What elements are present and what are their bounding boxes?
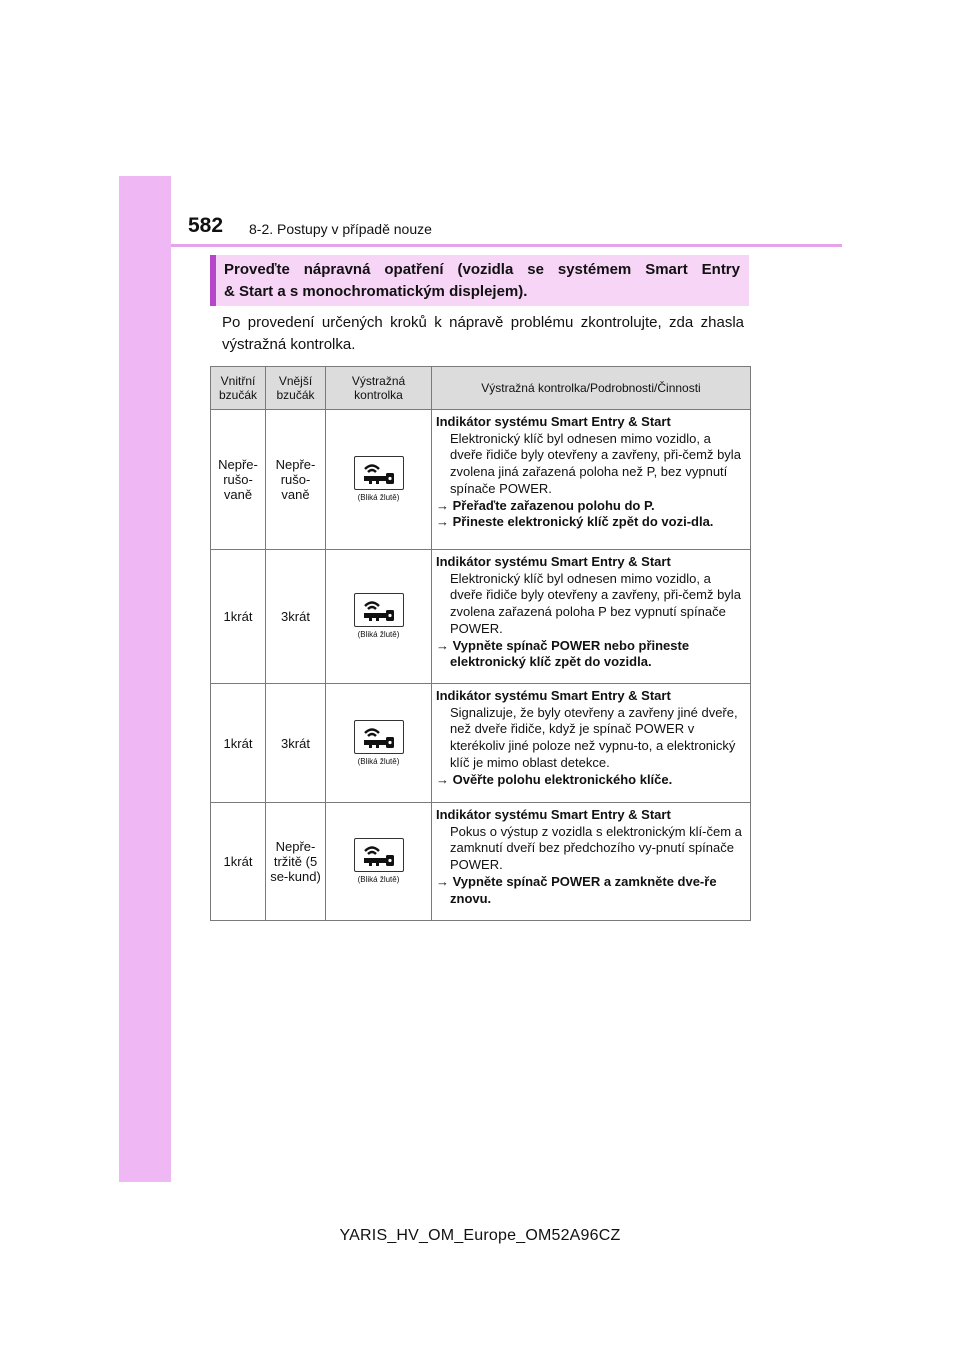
icon-caption: (Bliká žlutě) [357, 756, 400, 766]
action-item: → Přineste elektronický klíč zpět do vozi-dla. [436, 514, 714, 530]
details-cell [432, 550, 751, 684]
external-buzzer-cell: 3krát [266, 550, 326, 684]
indicator-description: Signalizuje, že byly otevřeny a zavřeny jiné dveře, než dveře řidiče, když je spínač POWER v kterékoliv jiné poloze než vypnu-to, a elektronický klíč je mimo oblast detekce. [450, 704, 738, 770]
details-cell [432, 803, 751, 921]
table-row [211, 684, 751, 803]
smart-key-warning-icon [354, 456, 404, 490]
internal-buzzer-cell: 1krát [211, 803, 266, 921]
icon-caption: (Bliká žlutě) [357, 875, 400, 884]
header-divider [171, 244, 842, 247]
header-internal-buzzer: Vnitřní bzučák [211, 367, 266, 410]
internal-buzzer-cell: Nepře-rušo-vaně [211, 410, 266, 550]
external-buzzer-cell: Nepře-tržitě (5 se-kund) [266, 803, 326, 921]
indicator-title: Indikátor systému Smart Entry & Start [436, 554, 671, 569]
indicator-title: Indikátor systému Smart Entry & Start [436, 807, 671, 822]
section-title: 8-2. Postupy v případě nouze [249, 221, 432, 237]
smart-key-warning-icon [354, 720, 404, 754]
action-item: → Přeřaďte zařazenou polohu do P. [436, 497, 655, 513]
indicator-title: Indikátor systému Smart Entry & Start [436, 688, 671, 703]
callout-line-2: & Start a s monochromatickým displejem). [224, 283, 528, 300]
external-buzzer-cell: Nepře-rušo-vaně [266, 410, 326, 550]
header-warning-light: Výstražná kontrolka [326, 367, 432, 410]
table-header-row [211, 367, 751, 410]
smart-key-warning-icon [354, 593, 404, 627]
table-row [211, 550, 751, 684]
action-list [436, 772, 746, 789]
document-footer: YARIS_HV_OM_Europe_OM52A96CZ [339, 1227, 621, 1244]
warning-indicator [354, 593, 404, 640]
action-list [436, 498, 746, 531]
action-item: → Vypněte spínač POWER nebo přineste elektronický klíč zpět do vozidla. [436, 637, 690, 670]
header-details: Výstražná kontrolka/Podrobnosti/Činnosti [432, 367, 751, 410]
warning-light-cell [326, 550, 432, 684]
callout-accent-bar [210, 255, 216, 306]
action-item: → Ověřte polohu elektronického klíče. [436, 771, 673, 787]
header-external-buzzer: Vnější bzučák [266, 367, 326, 410]
chapter-side-tab [119, 176, 171, 1182]
warning-indicator [354, 720, 404, 767]
external-buzzer-cell: 3krát [266, 684, 326, 803]
intro-paragraph: Po provedení určených kroků k nápravě problému zkontrolujte, zda zhasla výstražná kontrolka. [222, 314, 744, 353]
action-list [436, 638, 746, 671]
action-item: → Vypněte spínač POWER a zamkněte dve-ře znovu. [436, 873, 717, 906]
indicator-title: Indikátor systému Smart Entry & Start [436, 414, 671, 429]
indicator-description: Elektronický klíč byl odnesen mimo vozidlo, a dveře řidiče byly otevřeny a zavřeny, při-čemž byla zvolena jiná zařazená poloha než P, bez vypnutí spínače POWER. [450, 430, 741, 496]
warning-indicator [354, 456, 404, 503]
table-row [211, 803, 751, 921]
table-row [211, 410, 751, 550]
icon-caption: (Bliká žlutě) [357, 493, 400, 502]
callout-line-1: Proveďte nápravná opatření (vozidla se systémem Smart Entry [224, 261, 740, 278]
warning-light-cell [326, 803, 432, 921]
internal-buzzer-cell: 1krát [211, 550, 266, 684]
page-number: 582 [188, 214, 224, 237]
warning-light-cell [326, 684, 432, 803]
internal-buzzer-cell: 1krát [211, 684, 266, 803]
action-list [436, 874, 746, 907]
warning-light-cell [326, 410, 432, 550]
icon-caption: (Bliká žlutě) [357, 630, 400, 639]
warning-table [210, 366, 751, 921]
smart-key-warning-icon [354, 838, 404, 872]
callout-box [210, 255, 749, 306]
callout-title [224, 259, 740, 303]
warning-indicator [354, 838, 404, 885]
indicator-description: Pokus o výstup z vozidla s elektronickým klí-čem a zamknutí dveří bez předchozího vy-pnutí spínače POWER. [450, 823, 742, 873]
details-cell [432, 684, 751, 803]
details-cell [432, 410, 751, 550]
indicator-description: Elektronický klíč byl odnesen mimo vozidlo, a dveře řidiče byly otevřeny a zavřeny, při-čemž byla zvolena zařazená poloha P bez vypnutí spínače POWER. [450, 570, 741, 636]
